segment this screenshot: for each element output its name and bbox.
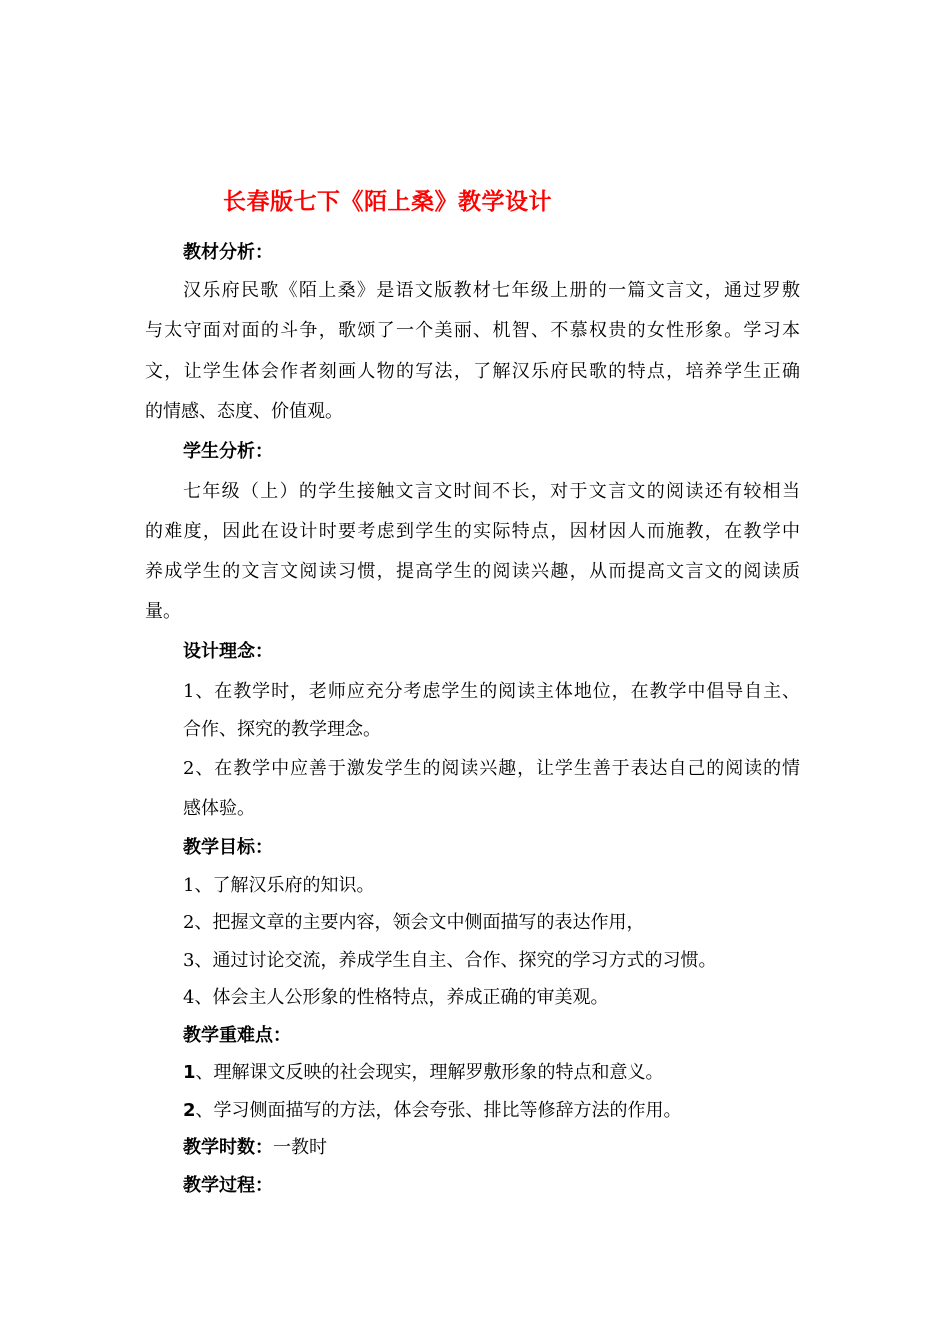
heading-design-concept: 设计理念： [183,641,273,662]
list-item: 1、了解汉乐府的知识。 [183,875,375,896]
teaching-hours [183,1136,327,1160]
teaching-hours-value: 一教时 [273,1137,327,1158]
list-item: 4、体会主人公形象的性格特点，养成正确的审美观。 [183,987,609,1008]
paragraph-line: 2、在教学中应善于激发学生的阅读兴趣，让学生善于表达自己的阅读的情 [183,758,800,779]
heading-teaching-process: 教学过程： [183,1175,273,1196]
paragraph-line: 1、在教学时，老师应充分考虑学生的阅读主体地位，在教学中倡导自主、 [183,681,800,702]
paragraph-line: 养成学生的文言文阅读习惯，提高学生的阅读兴趣，从而提高文言文的阅读质 [145,561,800,582]
list-item-text: 、学习侧面描写的方法，体会夸张、排比等修辞方法的作用。 [195,1100,682,1121]
paragraph-line: 汉乐府民歌《陌上桑》是语文版教材七年级上册的一篇文言文，通过罗敷 [183,280,800,301]
paragraph-line: 感体验。 [183,798,255,819]
heading-key-points: 教学重难点： [183,1025,291,1046]
list-item: 2、把握文章的主要内容，领会文中侧面描写的表达作用， [183,912,645,933]
list-item-number: 1 [183,1062,196,1083]
list-item: 3、通过讨论交流，养成学生自主、合作、探究的学习方式的习惯。 [183,950,717,971]
paragraph-line: 的难度，因此在设计时要考虑到学生的实际特点，因材因人而施教，在教学中 [145,521,800,542]
list-item-number: 2 [183,1100,196,1121]
heading-student-analysis: 学生分析： [183,441,273,462]
heading-teaching-hours: 教学时数： [183,1137,273,1158]
list-item-text: 、理解课文反映的社会现实，理解罗敷形象的特点和意义。 [195,1062,664,1083]
list-item [183,1099,682,1123]
paragraph-line: 量。 [145,601,181,622]
heading-teaching-goals: 教学目标： [183,837,273,858]
document-title: 长春版七下《陌上桑》教学设计 [223,189,552,215]
list-item [183,1061,664,1085]
paragraph-line: 与太守面对面的斗争，歌颂了一个美丽、机智、不慕权贵的女性形象。学习本 [145,320,800,341]
paragraph-line: 的情感、态度、价值观。 [145,401,343,422]
paragraph-line: 七年级（上）的学生接触文言文时间不长，对于文言文的阅读还有较相当 [183,481,800,502]
paragraph-line: 合作、探究的教学理念。 [183,719,381,740]
paragraph-line: 文，让学生体会作者刻画人物的写法，了解汉乐府民歌的特点，培养学生正确 [145,361,800,382]
heading-material-analysis: 教材分析： [183,242,273,263]
